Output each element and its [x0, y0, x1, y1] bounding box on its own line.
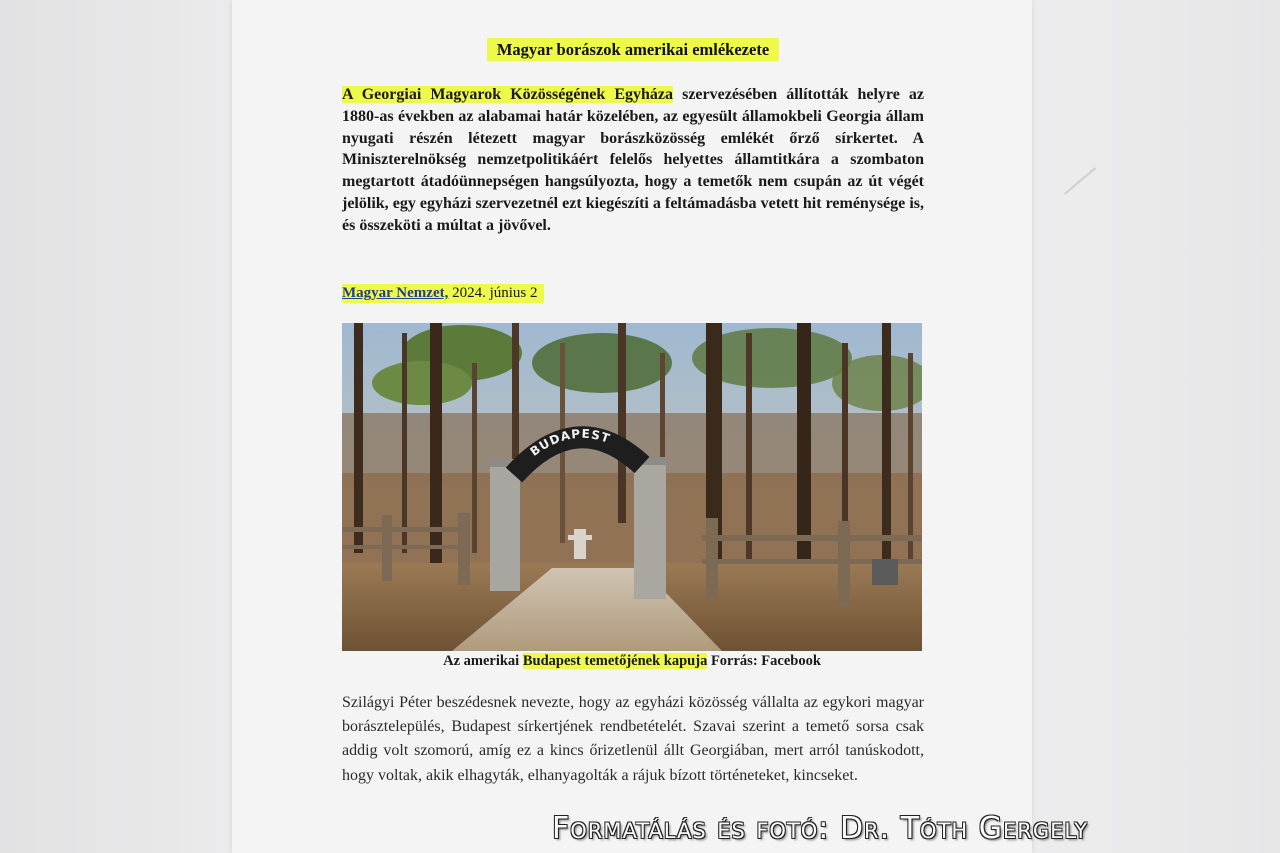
lead-highlight: A Georgiai Magyarok Közösségének Egyháza	[342, 86, 674, 103]
photo-caption	[342, 653, 922, 670]
caption-highlight: Budapest temetőjének kapuja	[522, 653, 708, 669]
source-date: 2024. június 2	[448, 285, 538, 301]
body-paragraph: Szilágyi Péter beszédesnek nevezte, hogy az egyházi közösség vállalta az egykori magyar borásztelepülés, Budapest sírkertjének rendbetételét. Szavai szerint a temető sorsa csak addig volt szomorú, amíg ez a kincs őrizetlenül állt Georgiában, mert arról tanúskodott, hogy voltak, akik elhagyták, elhanyagolták a rájuk bízott történeteket, kincseket.	[342, 694, 924, 784]
source-line	[342, 284, 544, 303]
lead-paragraph	[342, 84, 924, 237]
caption-source: Forrás: Facebook	[707, 653, 821, 669]
background-left	[0, 0, 240, 853]
background-right	[1030, 0, 1280, 853]
photo-credit-watermark: Formatálás és fotó: Dr. Tóth Gergely	[552, 811, 1089, 846]
title-text: Magyar borászok amerikai emlékezete	[487, 38, 779, 61]
lead-text: szervezésében állították helyre az 1880-as években az alabamai határ közelében, az egyesült államokbeli Georgia állam nyugati részén létezett magyar borászközösség emlékét őrző sírkertet. A Miniszterelnökség nemzetpolitikáért felelős helyettes államtitkára a szombaton megtartott átadóünnepségen hangsúlyozta, hogy a temetők nem csupán az út végét jelölik, egy egyházi szervezetnél ezt kiegészíti a feltámadásba vetett hit reménysége is, és összeköti a múltat a jövővel.	[342, 86, 924, 234]
arch-sign-text: BUDAPEST	[527, 426, 613, 459]
source-link[interactable]: Magyar Nemzet,	[342, 285, 449, 301]
document-title	[342, 40, 924, 60]
caption-pre: Az amerikai	[443, 653, 523, 669]
cemetery-gate-photo	[342, 323, 922, 651]
